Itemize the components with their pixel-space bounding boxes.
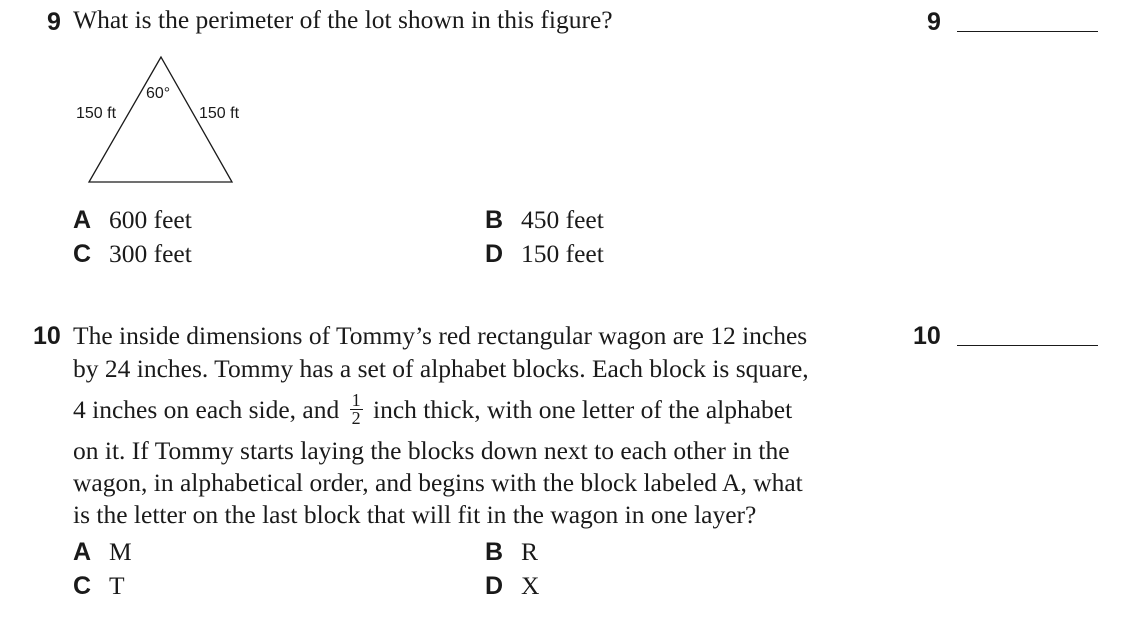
choice-text: X [521,571,540,600]
question-10-answer-label: 10 [913,322,941,350]
question-10-choice-b[interactable] [485,537,538,567]
choice-letter: A [73,206,92,234]
choice-text: 600 feet [109,205,192,234]
question-10-line-2: by 24 inches. Tommy has a set of alphabet blocks. Each block is square, [73,354,809,383]
question-10-choice-a[interactable] [73,537,132,567]
choice-text: T [109,571,125,600]
choice-letter: D [485,240,504,268]
triangle-right-side-label: 150 ft [199,105,240,122]
choice-letter: C [73,572,92,600]
question-10-line-4: on it. If Tommy starts laying the blocks down next to each other in the [73,436,790,465]
question-10-line-5: wagon, in alphabetical order, and begins with the block labeled A, what [73,468,803,497]
question-10-line-1: The inside dimensions of Tommy’s red rectangular wagon are 12 inches [73,321,808,350]
question-9-number: 9 [47,8,61,36]
question-10-choice-d[interactable] [485,571,539,601]
triangle-lot-figure [60,50,320,190]
choice-text: 300 feet [109,239,192,268]
triangle-angle-label: 60° [146,85,171,102]
question-9-answer-blank[interactable] [957,31,1098,32]
line-3-text-before-fraction: 4 inches on each side, and [73,395,340,424]
line-3-text-after-fraction: inch thick, with one letter of the alphabet [373,395,793,424]
question-9-choice-a[interactable] [73,205,192,235]
question-9-answer-label: 9 [927,8,941,36]
question-10-line-6: is the letter on the last block that will fit in the wagon in one layer? [73,500,757,529]
choice-letter: B [485,206,504,234]
choice-letter: B [485,538,504,566]
choice-letter: A [73,538,92,566]
choice-text: R [521,537,539,566]
question-9-text: What is the perimeter of the lot shown in this figure? [73,5,613,34]
fraction-one-half [350,389,363,428]
choice-text: 150 feet [521,239,604,268]
question-10-choice-c[interactable] [73,571,125,601]
choice-letter: D [485,572,504,600]
choice-text: M [109,537,132,566]
triangle-left-side-label: 150 ft [76,105,117,122]
choice-letter: C [73,240,92,268]
question-9-choice-c[interactable] [73,239,192,269]
choice-text: 450 feet [521,205,604,234]
question-10-answer-blank[interactable] [957,345,1098,346]
question-9-choice-d[interactable] [485,239,604,269]
fraction-numerator: 1 [351,389,361,410]
fraction-denominator: 2 [351,407,361,428]
question-9-choice-b[interactable] [485,205,604,235]
question-10-number: 10 [33,322,61,350]
question-10-line-3 [73,389,793,430]
